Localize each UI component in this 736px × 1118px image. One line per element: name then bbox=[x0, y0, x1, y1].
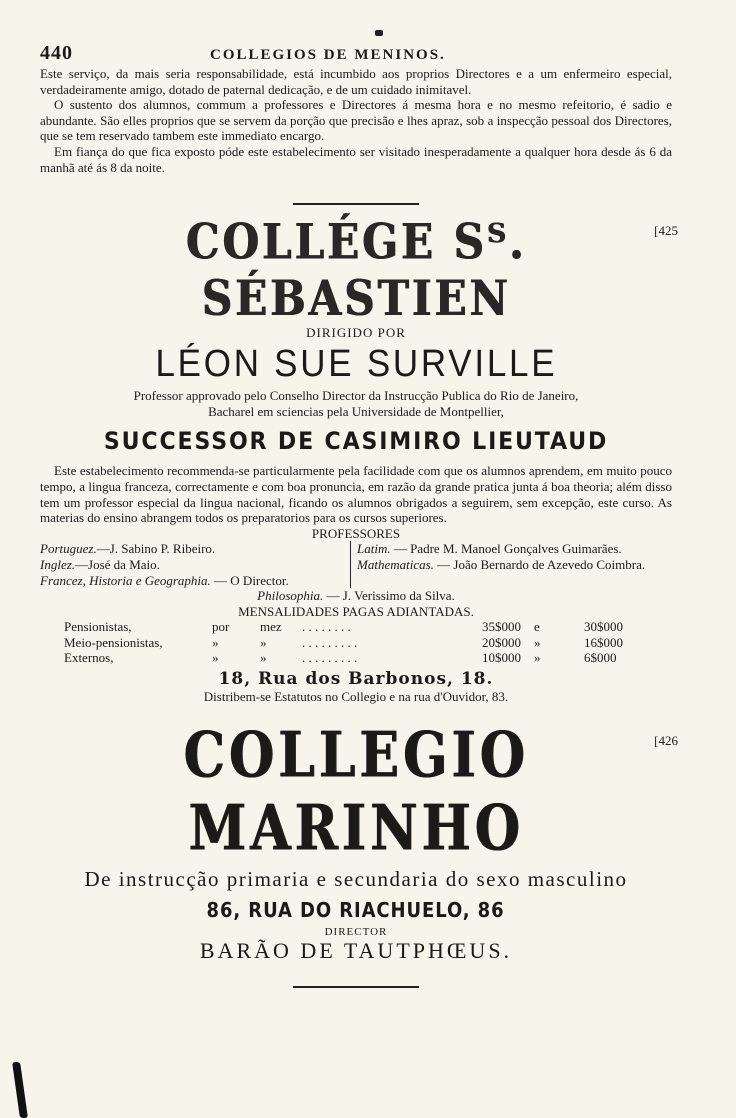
intro-paragraph: Em fiança do que fica exposto póde este estabelecimento ser visitado inesperadamente a qualquer hora desde ás 6 da manhã até ás 8 da noite. bbox=[40, 143, 672, 175]
fees-heading: MENSALIDADES PAGAS ADIANTADAS. bbox=[238, 603, 474, 619]
credential-line: Professor approvado pelo Conselho Director da Instrucção Publica do Rio de Janeiro, bbox=[133, 388, 579, 404]
professor-entry: Philosophia. — J. Verissimo da Silva. bbox=[257, 588, 455, 604]
fee-row: Meio-pensionistas, » » . . . . . . . . . 20$000 » 16$000 bbox=[64, 634, 623, 650]
ad-ref-number: [426 bbox=[654, 732, 678, 748]
director-label: DIRECTOR bbox=[324, 925, 388, 938]
professors-heading: PROFESSORES bbox=[311, 525, 401, 541]
ad-ref-number: [425 bbox=[654, 223, 678, 239]
margin-ink-mark bbox=[12, 1062, 28, 1118]
intro-paragraph: Este serviço, da mais seria responsabilidade, está incumbido aos proprios Directores e a um enfermeiro especial, verdadeiramente amigo, dotado de paternal dedicação, e de um cuidado inimitavel. bbox=[40, 66, 672, 97]
intro-paragraph: O sustento dos alumnos, commum a professores e Directores á mesma hora e no mesmo refeitorio, é sadio e abundante. São elles proprios que se servem da porção que precisão e lhes apraz, sob a inspecção pessoal dos Directores, que se tem reservado tambem este immediato encargo. bbox=[40, 97, 672, 144]
professor-entry: Inglez.—José da Maio. bbox=[40, 556, 160, 572]
fee-row: Pensionistas, por mez . . . . . . . . 35$000 e 30$000 bbox=[64, 619, 623, 635]
director-name: BARÃO DE TAUTPHŒUS. bbox=[199, 937, 513, 963]
distribution-note: Distribem-se Estatutos no Collegio e na rua d'Ouvidor, 83. bbox=[203, 689, 509, 705]
running-title: COLLEGIOS DE MENINOS. bbox=[210, 47, 446, 63]
fees-table bbox=[64, 619, 672, 666]
credential-line: Bacharel em sciencias pela Universidade de Montpellier, bbox=[208, 403, 504, 419]
fee-row: Externos, » » . . . . . . . . . 10$000 » 6$000 bbox=[64, 650, 617, 666]
ad-title: COLLEGIO MARINHO bbox=[183, 718, 529, 865]
director-name: LÉON SUE SURVILLE bbox=[155, 343, 557, 386]
school-address: 18, Rua dos Barbonos, 18. bbox=[218, 669, 494, 690]
professors-table bbox=[40, 541, 672, 588]
instruction-line: De instrucção primaria e secundaria do sexo masculino bbox=[84, 866, 628, 891]
professor-entry: Mathematicas. — João Bernardo de Azevedo Coimbra. bbox=[357, 556, 646, 572]
intro-text bbox=[40, 66, 672, 175]
page bbox=[40, 42, 678, 988]
page-number: 440 bbox=[40, 42, 73, 64]
ad-college-st-sebastien bbox=[40, 213, 678, 327]
school-address: 86, RUA DO RIACHUELO, 86 bbox=[207, 897, 505, 922]
page-header bbox=[40, 42, 672, 66]
professor-entry: Francez, Historia e Geographia. — O Director. bbox=[40, 572, 289, 588]
ad-title: COLLÉGE Sᵀ. SÉBASTIEN bbox=[185, 213, 527, 327]
school-description: Este estabelecimento recommenda-se particularmente pela facilidade com que os alumnos aprendem, em muito pouco tempo, a lingua franceza, correctamente e com boa pronuncia, em razão da grande pratica junta á boa theoria; além disso tem um professor especial da lingua nacional, ficando os alumnos obrigados a seguirem, sem excepção, este curso. As materias do ensino abrangem todos os preparatorios para os cursos superiores. bbox=[40, 463, 672, 526]
separator-rule bbox=[293, 986, 419, 988]
professor-entry: Latim. — Padre M. Manoel Gonçalves Guimarães. bbox=[357, 541, 622, 557]
ad-collegio-marinho bbox=[40, 718, 678, 865]
directed-by: DIRIGIDO POR bbox=[306, 325, 406, 341]
successor-heading: SUCCESSOR DE CASIMIRO LIEUTAUD bbox=[103, 427, 609, 456]
ink-blot bbox=[375, 30, 383, 36]
professor-entry: Portuguez.—J. Sabino P. Ribeiro. bbox=[40, 541, 216, 557]
